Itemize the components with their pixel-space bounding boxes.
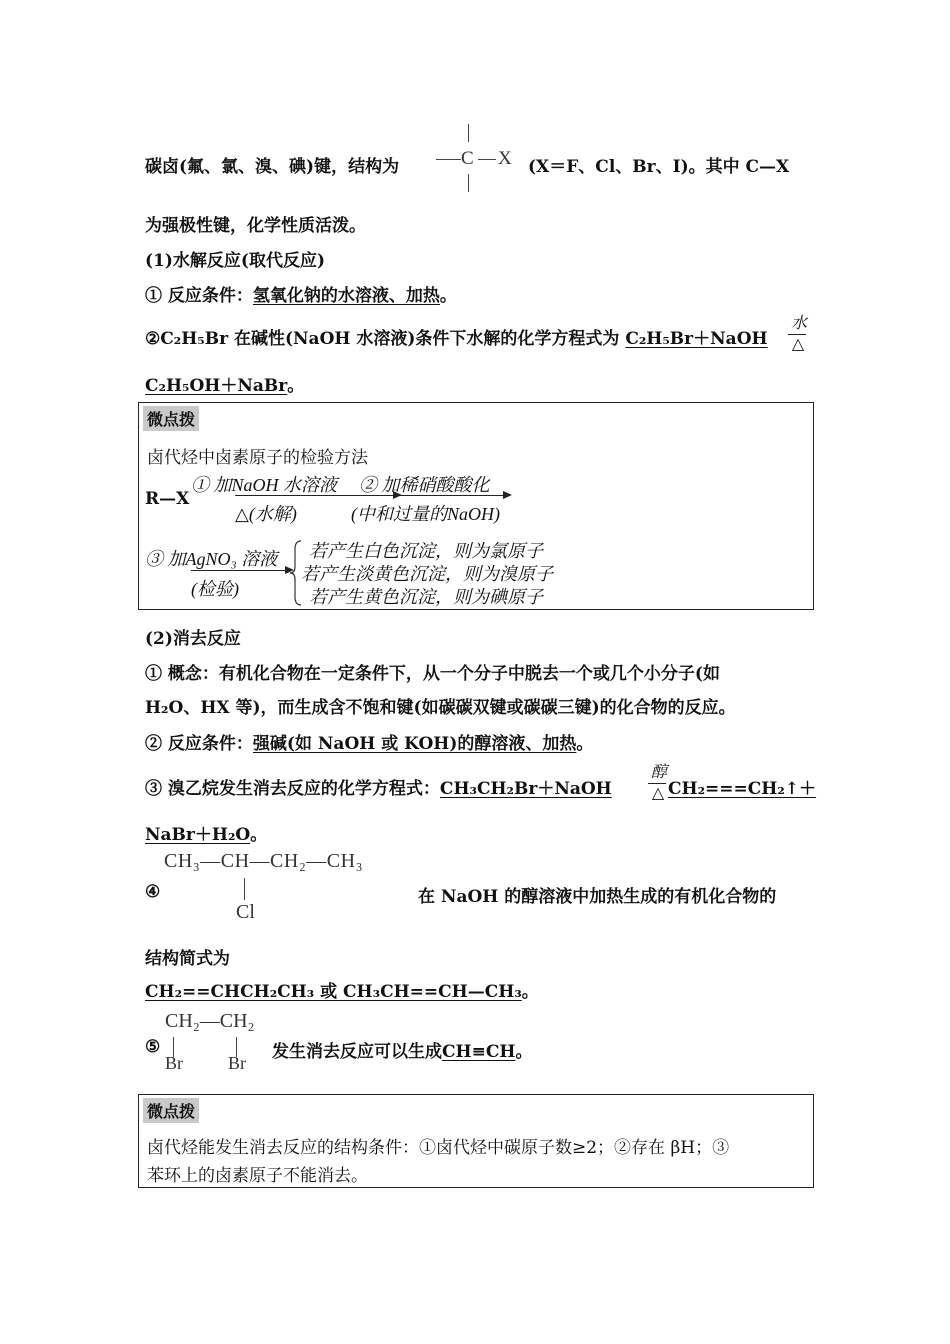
struct5-top: CH₂—CH₂ — [165, 1010, 255, 1032]
concept-line-1: ① 概念：有机化合物在一定条件下，从一个分子中脱去一个或几个小分子(如 — [145, 664, 720, 684]
structure-carbon: C — [461, 148, 474, 169]
elim-eq-right-line — [668, 774, 816, 799]
step3-bottom: (检验) — [191, 579, 239, 599]
arrow-bottom: △ — [791, 336, 805, 353]
hydrolysis-heading: (1)水解反应(取代反应) — [145, 251, 326, 271]
elim-arrow-bottom: △ — [651, 785, 665, 802]
result-bromine: 若产生淡黄色沉淀，则为溴原子 — [301, 564, 553, 584]
hydrolysis-condition — [145, 281, 457, 306]
eq-end: 。 — [287, 376, 305, 396]
concept-line-2: H₂O、HX 等)，而生成含不饱和键(如碳碳双键或碳碳三键)的化合物的反应。 — [145, 698, 736, 718]
item5-number: ⑤ — [145, 1037, 161, 1057]
intro-text-b: (X＝F、Cl、Br、I)。其中 C—X — [528, 157, 790, 177]
item4-text-2: 结构简式为 — [145, 949, 230, 969]
tip2-text-1: 卤代烃能发生消去反应的结构条件：①卤代烃中碳原子数≥2；②存在 βH；③ — [147, 1138, 730, 1158]
intro-line-1 — [145, 152, 399, 177]
step1-bottom: △(水解) — [235, 504, 297, 524]
eq-right: C₂H₅OH＋NaBr — [145, 376, 288, 396]
elim-eq-line-2 — [145, 820, 267, 845]
cond-value: 氢氧化钠的水溶液、加热 — [252, 286, 440, 306]
tip-title: 卤代烃中卤素原子的检验方法 — [147, 448, 368, 468]
cond-label: ① 反应条件： — [145, 286, 253, 306]
elim-eq-label: ③ 溴乙烷发生消去反应的化学方程式： — [145, 779, 440, 799]
step3-top: ③ 加AgNO₃ 溶液 — [145, 549, 278, 569]
elim-cond-label: ② 反应条件： — [145, 734, 253, 754]
elim-eq-right: CH₂===CH₂↑＋ — [668, 779, 817, 799]
elimination-equation — [145, 774, 612, 799]
item4-number: ④ — [145, 882, 161, 902]
intro-line-1b — [528, 152, 789, 177]
elim-arrow-top: 醇 — [650, 764, 667, 781]
item4-answer: CH₂==CHCH₂CH₃ 或 CH₃CH==CH—CH₃ — [145, 982, 522, 1002]
tip-box-2 — [138, 1094, 814, 1188]
elim-eq-line2: NaBr＋H₂O — [145, 825, 251, 845]
intro-line-2: 为强极性键，化学性质活泼。 — [145, 216, 366, 236]
item4-answer-line — [145, 977, 539, 1002]
elimination-arrow — [648, 759, 670, 805]
elim-cond-end: 。 — [576, 734, 594, 754]
item5-end: 。 — [515, 1042, 533, 1062]
structure-halogen: X — [498, 148, 512, 169]
arrow-top: 水 — [790, 315, 807, 332]
step2-bottom: (中和过量的NaOH) — [351, 504, 500, 524]
step2-top: ② 加稀硝酸酸化 — [359, 475, 490, 495]
elim-eq-end: 。 — [250, 825, 268, 845]
rx-label: R—X — [145, 489, 190, 509]
item5-answer: CH≡CH — [442, 1042, 516, 1062]
struct4-top: CH₃—CH—CH₂—CH₃ — [164, 850, 364, 872]
result-chlorine: 若产生白色沉淀，则为氯原子 — [309, 541, 543, 561]
item4-text: 在 NaOH 的醇溶液中加热生成的有机化合物的 — [418, 887, 777, 907]
item5-text-line — [272, 1037, 532, 1062]
item5-text: 发生消去反应可以生成 — [272, 1042, 442, 1062]
hydrolysis-equation — [145, 324, 768, 349]
elim-cond-value: 强碱(如 NaOH 或 KOH)的醇溶液、加热 — [252, 734, 577, 754]
tip-tag-2: 微点拨 — [143, 1098, 199, 1123]
struct4-bottom: Cl — [236, 901, 255, 923]
item4-end: 。 — [521, 982, 539, 1002]
eq-left: C₂H₅Br＋NaOH — [625, 329, 768, 349]
step1-top: ① 加NaOH 水溶液 — [191, 475, 338, 495]
tip2-text-2: 苯环上的卤素原子不能消去。 — [147, 1166, 368, 1186]
intro-text-a: 碳卤(氟、氯、溴、碘)键，结构为 — [145, 157, 400, 177]
cond-end: 。 — [439, 286, 457, 306]
result-iodine: 若产生黄色沉淀，则为碘原子 — [309, 587, 543, 607]
carbon-halogen-structure — [436, 122, 526, 194]
butane-chloride-structure — [164, 850, 424, 930]
elimination-heading: (2)消去反应 — [145, 629, 241, 649]
dibromoethane-structure — [163, 1010, 273, 1076]
struct5-br1: Br — [165, 1053, 183, 1073]
tip-box-1 — [138, 402, 814, 610]
eq-label: ②C₂H₅Br 在碱性(NaOH 水溶液)条件下水解的化学方程式为 — [145, 329, 620, 349]
elim-eq-left: CH₃CH₂Br＋NaOH — [439, 779, 612, 799]
elimination-condition — [145, 729, 593, 754]
hydrolysis-product — [145, 371, 304, 396]
tip-tag: 微点拨 — [143, 406, 199, 431]
hydrolysis-arrow — [788, 310, 810, 356]
struct5-br2: Br — [228, 1053, 246, 1073]
